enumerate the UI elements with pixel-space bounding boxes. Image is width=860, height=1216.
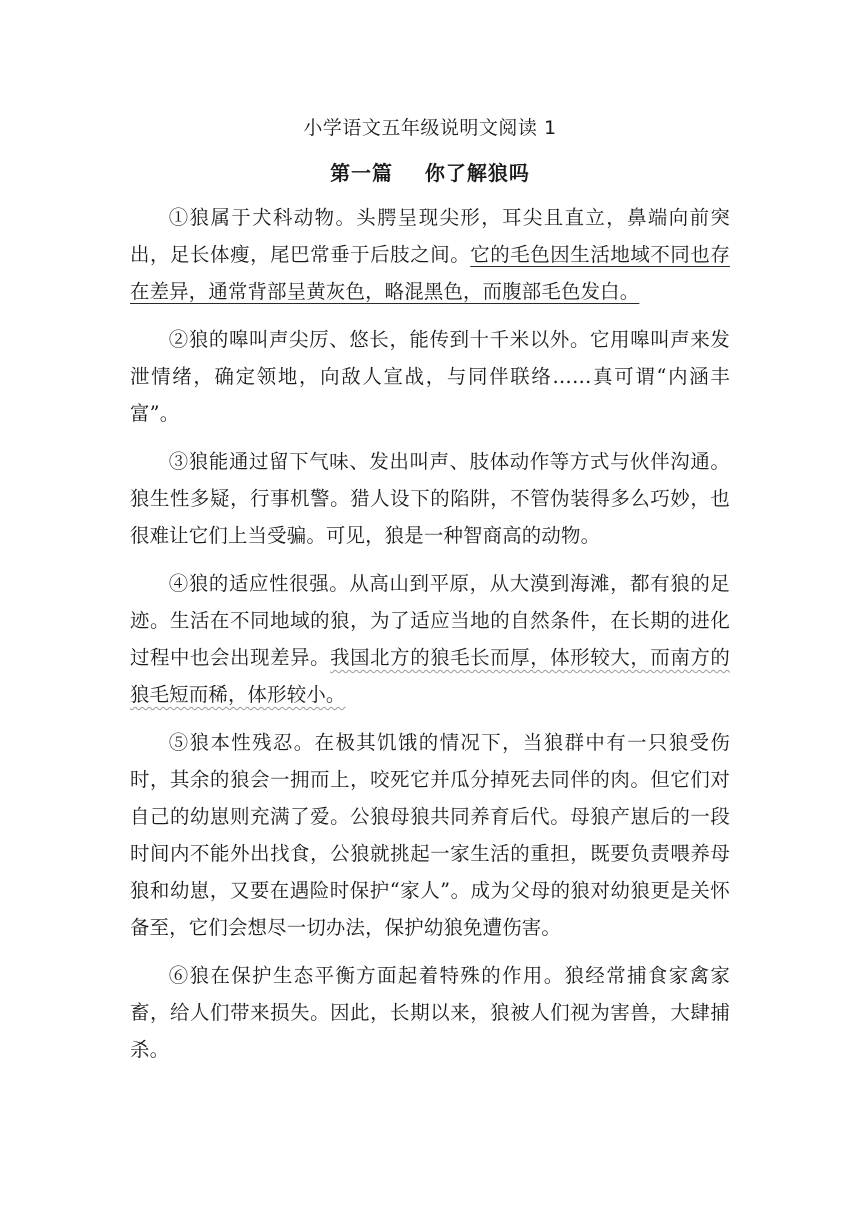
- paragraph-3-text: ③狼能通过留下气味、发出叫声、肢体动作等方式与伙伴沟通。狼生性多疑，行事机警。猎人设下的陷阱，不管伪装得多么巧妙，也很难让它们上当受骗。可见，狼是一种智商高的动物。: [130, 450, 730, 547]
- paragraph-1: [130, 199, 730, 310]
- section-title: 第一篇 你了解狼吗: [330, 161, 530, 185]
- paragraph-4-text: ④狼的适应性很强。从高山到平原，从大漠到海滩，都有狼的足迹。生活在不同地域的狼，为了适应当地的自然条件，在长期的进化过程中也会出现差异。: [130, 572, 730, 669]
- document-title: 小学语文五年级说明文阅读 1: [303, 117, 557, 139]
- paragraph-5: [130, 724, 730, 946]
- article-body: [130, 199, 730, 1079]
- paragraph-1-text: ①狼属于犬科动物。头腭呈现尖形，耳尖且直立，鼻端向前突出，足长体瘦，尾巴常垂于后肢之间。: [130, 206, 730, 266]
- paragraph-4: [130, 565, 730, 713]
- paragraph-6: [130, 957, 730, 1068]
- paragraph-2-text: ②狼的嗥叫声尖厉、悠长，能传到十千米以外。它用嗥叫声来发泄情绪，确定领地，向敌人宣战，与同伴联络……真可谓“内涵丰富”。: [130, 328, 730, 425]
- paragraph-6-text: ⑥狼在保护生态平衡方面起着特殊的作用。狼经常捕食家禽家畜，给人们带来损失。因此，长期以来，狼被人们视为害兽，大肆捕杀。: [130, 964, 730, 1061]
- paragraph-5-text: ⑤狼本性残忍。在极其饥饿的情况下，当狼群中有一只狼受伤时，其余的狼会一拥而上，咬死它并瓜分掉死去同伴的肉。但它们对自己的幼崽则充满了爱。公狼母狼共同养育后代。母狼产崽后的一段时间内不能外出找食，公狼就挑起一家生活的重担，既要负责喂养母狼和幼崽，又要在遇险时保护“家人”。成为父母的狼对幼狼更是关怀备至，它们会想尽一切办法，保护幼狼免遭伤害。: [130, 731, 730, 939]
- paragraph-1-underlined-text: 它的毛色因生活地域不同也存在差异，通常背部呈黄灰色，略混黑色，而腹部毛色发白。: [130, 243, 730, 303]
- paragraph-2: [130, 321, 730, 432]
- paragraph-4-underlined-text: 我国北方的狼毛长而厚，体形较大，而南方的狼毛短而稀，体形较小。: [130, 646, 730, 706]
- paragraph-3: [130, 443, 730, 554]
